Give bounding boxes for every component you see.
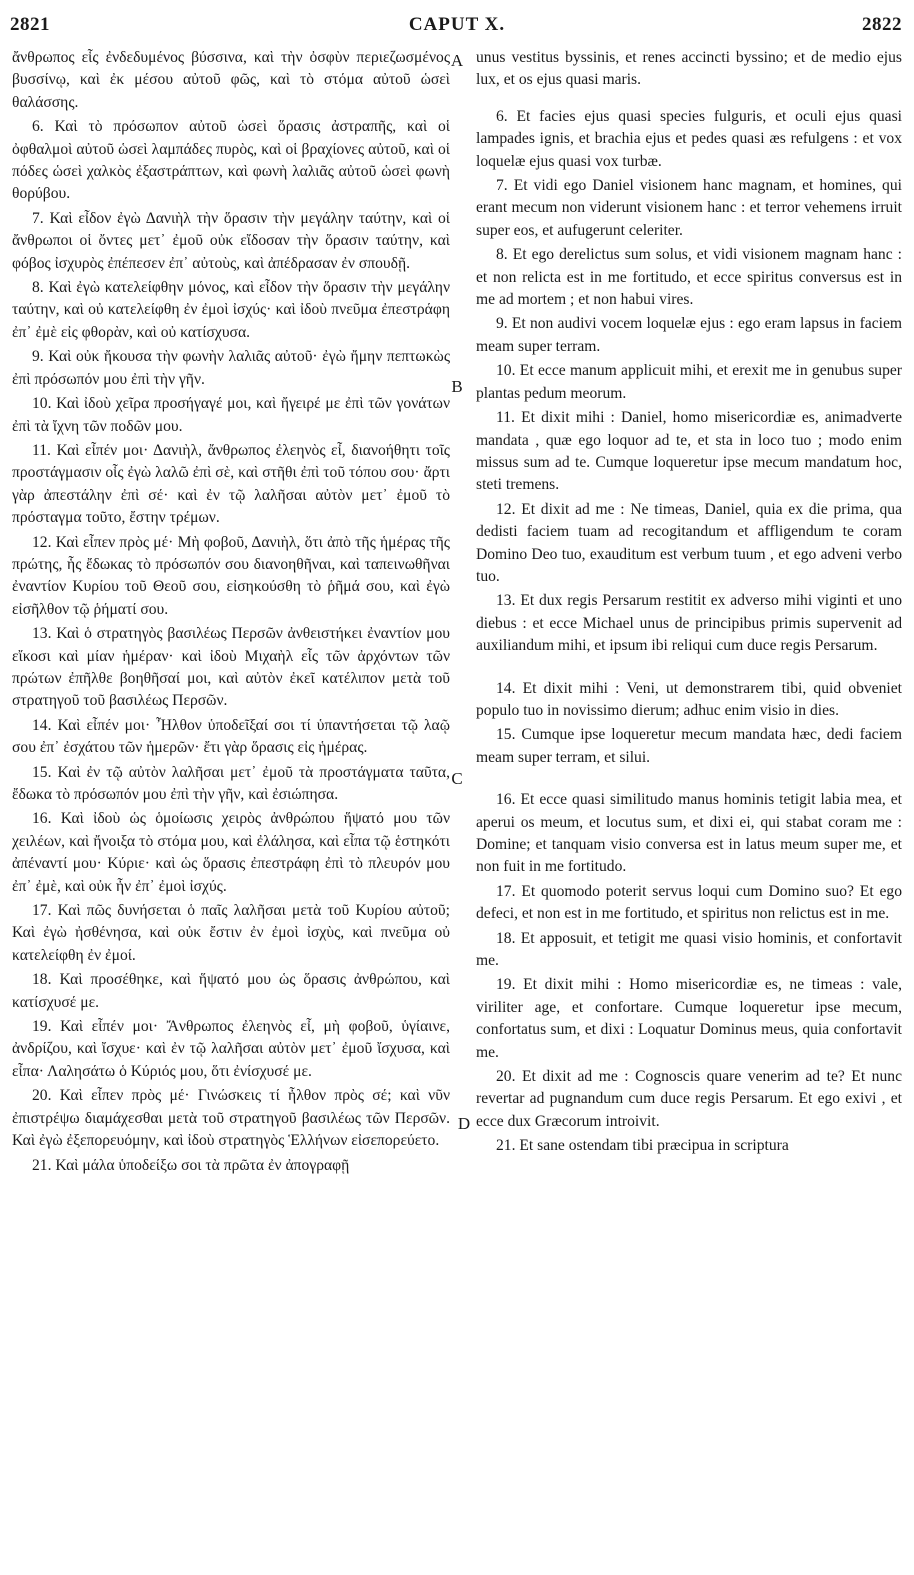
greek-verse-9: 9. Καὶ οὐκ ἤκουσα τὴν φωνὴν λαλιᾶς αὐτοῦ· ἐγὼ ἤμην πεπτωκὼς ἐπὶ πρόσωπόν μου ἐπὶ τὴν γῆν.	[12, 348, 450, 388]
running-title: CAPUT X.	[408, 14, 506, 35]
greek-verse-7: 7. Καὶ εἶδον ἐγὼ Δανιὴλ τὴν ὅρασιν τὴν μεγάλην ταύτην, καὶ οἱ ἄνθρωποι οἱ ὄντες μετ᾽ ἐμοῦ οὐκ εἴδοσαν τὴν ὅρασιν ταύτην, καὶ φόβος ἰσχυρὸς ἐπέπεσεν ἐπ᾽ αὐτοὺς, καὶ ἀπέδρασαν ἐν σπουδῇ.	[12, 209, 450, 272]
greek-verse-10: 10. Καὶ ἰδοὺ χεῖρα προσήγαγέ μοι, καὶ ἤγειρέ με ἐπὶ τῶν γονάτων ἐπὶ τὰ ἴχνη τῶν ποδῶν μου.	[12, 395, 450, 435]
latin-verse-7: 7. Et vidi ego Daniel visionem hanc magnam, et homines, qui erant mecum non viderunt visionem hanc : et terror vehemens irruit super eos, et aufugerunt celeriter.	[476, 177, 902, 239]
page-number-right: 2822	[862, 14, 902, 35]
greek-verse-19: 19. Καὶ εἶπέν μοι· Ἄνθρωπος ἐλεηνὸς εἶ, μὴ φοβοῦ, ὑγίαινε, ἀνδρίζου, καὶ ἴσχυε· καὶ ἐν τῷ λαλῆσαι αὐτὸν μετ᾽ ἐμοῦ ἴσχυσα, καὶ εἶπα· Λαλησάτω ὁ Κύριός μου, ὅτι ἐνίσχυσέ με.	[12, 1018, 450, 1080]
latin-verse-12: 12. Et dixit ad me : Ne timeas, Daniel, quia ex die prima, qua dedisti faciem tuam ad recogitandum et affligendum te coram Domino Deo tuo, exauditum est verbum tuum , et ego adveni verbo tuo.	[476, 500, 902, 585]
latin-verse-19: 19. Et dixit mihi : Homo misericordiæ es, ne timeas : vale, viriliter age, et confortare. Cumque loqueretur ipse mecum, confortatus sum, et dixi : Loquatur Dominus meus, quia confortavit me.	[476, 976, 902, 1061]
latin-verse-15: 15. Cumque ipse loqueretur mecum mandata hæc, dedi faciem meam super terram, et silui.	[476, 726, 902, 766]
latin-verse-13: 13. Et dux regis Persarum restitit ex adverso mihi viginti et uno diebus : et ecce Michael unus de principibus primis supervenit ad auxiliandum mihi, et ipsum ibi reliqui cum duce regis Persarum.	[476, 592, 902, 655]
greek-verse-21: 21. Καὶ μάλα ὑποδείξω σοι τὰ πρῶτα ἐν ἀπογραφῇ	[32, 1156, 350, 1174]
latin-column	[476, 47, 902, 1160]
latin-verse-9: 9. Et non audivi vocem loquelæ ejus : ego eram lapsus in faciem meam super terram.	[476, 315, 902, 355]
latin-verse-14: 14. Et dixit mihi : Veni, ut demonstrarem tibi, quid obveniet populo tuo in novissimo dierum; adhuc enim visio in dies.	[476, 679, 902, 719]
latin-verse-17: 17. Et quomodo poterit servus loqui cum Domino suo? Et ego defeci, et non est in me fortitudo, et spiritus non relictus est in me.	[476, 882, 902, 923]
latin-verse-18: 18. Et apposuit, et tetigit me quasi visio hominis, et confortavit me.	[476, 929, 902, 970]
greek-verse-5: ἄνθρωπος εἷς ἐνδεδυμένος βύσσινα, καὶ τὴν ὀσφὺν περιεζωσμένος βυσσίνῳ, καὶ ἐκ μέσου αὐτοῦ φῶς, καὶ τὸ στόμα αὐτοῦ ὡσεὶ θαλάσσης.	[12, 49, 450, 111]
greek-verse-20: 20. Καὶ εἶπεν πρὸς μέ· Γινώσκεις τί ἦλθον πρὸς σέ; καὶ νῦν ἐπιστρέψω διαμάχεσθαι μετὰ τοῦ στρατηγοῦ βασιλέως τῶν Περσῶν. Καὶ ἐγὼ ἐξεπορευόμην, καὶ ἰδοὺ στρατηγὸς Ἑλλήνων εἰσεπορεύετο.	[12, 1087, 450, 1150]
greek-verse-18: 18. Καὶ προσέθηκε, καὶ ἥψατό μου ὡς ὅρασις ἀνθρώπου, καὶ κατίσχυσέ με.	[12, 971, 450, 1011]
greek-verse-8: 8. Καὶ ἐγὼ κατελείφθην μόνος, καὶ εἶδον τὴν ὅρασιν τὴν μεγάλην ταύτην, καὶ οὐ κατελείφθη ἐν ἐμοὶ ἰσχύς· καὶ ἰδοὺ πνεῦμα ἐπεστράφη ἐπ᾽ ἐμὲ εἰς φθορὰν, καὶ οὐ κατίσχυσα.	[12, 279, 450, 341]
latin-verse-6: 6. Et facies ejus quasi species fulguris, et oculi ejus quasi lampades ignis, et brachia ejus et pedes quasi æs refulgens : et vox loquelæ ejus quasi vox turbæ.	[476, 107, 902, 170]
greek-verse-13: 13. Καὶ ὁ στρατηγὸς βασιλέως Περσῶν ἀνθειστήκει ἐναντίον μου εἴκοσι καὶ μίαν ἡμέραν· καὶ ἰδοὺ Μιχαὴλ εἷς τῶν ἀρχόντων τῶν πρώτων ἐπῆλθε βοηθῆσαί μοι, καὶ αὐτὸν ἐκεῖ κατέλιπον μετὰ τοῦ στρατηγοῦ τοῦ βασιλέως Περσῶν.	[12, 625, 450, 710]
latin-verse-16: 16. Et ecce quasi similitudo manus hominis tetigit labia mea, et aperui os meum, et locutus sum, et dixi ei, qui stabat coram me : Domine; et tanquam visio conversa est in latus meum super me, et non fuit in me fortitudo.	[476, 791, 902, 876]
latin-verse-20: 20. Et dixit ad me : Cognoscis quare venerim ad te? Et nunc revertar ad pugnandum cum duce regis Persarum. Et ego exivi , et ecce dux Græcorum introivit.	[476, 1068, 902, 1130]
section-marker-b: B	[451, 377, 463, 396]
page-header	[0, 6, 914, 40]
greek-verse-14: 14. Καὶ εἶπέν μοι· Ἦλθον ὑποδεῖξαί σοι τί ὑπαντήσεται τῷ λαῷ σου ἐπ᾽ ἐσχάτου τῶν ἡμερῶν· ἔτι γὰρ ὅρασις εἰς ἡμέρας.	[12, 716, 450, 757]
greek-verse-15: 15. Καὶ ἐν τῷ αὐτὸν λαλῆσαι μετ᾽ ἐμοῦ τὰ προστάγματα ταῦτα, ἔδωκα τὸ πρόσωπόν μου ἐπὶ τὴν γῆν, καὶ ἐσιώπησα.	[12, 763, 450, 803]
greek-verse-12: 12. Καὶ εἶπεν πρὸς μέ· Μὴ φοβοῦ, Δανιὴλ, ὅτι ἀπὸ τῆς ἡμέρας τῆς πρώτης, ἧς ἔδωκας τὸ πρόσωπόν σου διανοηθῆναι, καὶ ταπεινωθῆναι ἐναντίον Κυρίου τοῦ Θεοῦ σου, εἰσηκούσθη τὸ ῥῆμά σου, καὶ ἐγὼ εἰσῆλθον τῷ ῥήματί σου.	[12, 533, 450, 618]
section-marker-c: C	[451, 769, 463, 788]
greek-column	[12, 47, 450, 1179]
greek-verse-11: 11. Καὶ εἶπέν μοι· Δανιὴλ, ἄνθρωπος ἐλεηνὸς εἶ, διανοήθητι τοῖς προστάγμασιν οἷς ἐγὼ λαλῶ ἐπὶ σὲ, καὶ στῆθι ἐπὶ τοῦ τόπου σου· ἄρτι γὰρ ἀπεστάλην ἐπὶ σέ· καὶ ἐν τῷ λαλῆσαι αὐτὸν μετ᾽ ἐμοῦ τὸ πρόσταγμα τοῦτο, ἔστην τρέμων.	[12, 441, 450, 527]
latin-verse-21: 21. Et sane ostendam tibi præcipua in scriptura	[496, 1137, 789, 1155]
greek-verse-6: 6. Καὶ τὸ πρόσωπον αὐτοῦ ὡσεὶ ὅρασις ἀστραπῆς, καὶ οἱ ὀφθαλμοὶ αὐτοῦ ὡσεὶ λαμπάδες πυρὸς, καὶ οἱ βραχίονες αὐτοῦ, καὶ οἱ πόδες ὡσεὶ χαλκὸς ἐξαστράπτων, καὶ φωνὴ λαλιᾶς αὐτοῦ ὡσεὶ φωνὴ θορύβου.	[12, 118, 450, 203]
latin-verse-10: 10. Et ecce manum applicuit mihi, et erexit me in genubus super plantas pedum meorum.	[476, 362, 902, 402]
section-marker-d: D	[457, 1114, 471, 1133]
greek-verse-16: 16. Καὶ ἰδοὺ ὡς ὁμοίωσις χειρὸς ἀνθρώπου ἥψατό μου τῶν χειλέων, καὶ ἤνοιξα τὸ στόμα μου, καὶ ἐλάλησα, καὶ εἶπα τῷ ἑστηκότι ἀπέναντί μου· Κύριε· καὶ ὡς ὅρασις ἐπεστράφη ἐπὶ τὸ πλευρόν μου ἐπ᾽ ἐμὲ, καὶ οὐκ ἦν ἐπ᾽ ἐμοὶ ἰσχύς.	[12, 810, 450, 895]
latin-verse-8: 8. Et ego derelictus sum solus, et vidi visionem magnam hanc : et non relicta est in me fortitudo, et ecce spiritus conversus est in me ad mortem ; et non habui vires.	[476, 246, 902, 309]
greek-verse-17: 17. Καὶ πῶς δυνήσεται ὁ παῖς λαλῆσαι μετὰ τοῦ Κυρίου αὐτοῦ; Καὶ ἐγὼ ἠσθένησα, καὶ οὐκ ἔστιν ἐν ἐμοὶ ἰσχὺς, καὶ πνεῦμα οὐ κατελείφθη ἐν ἐμοί.	[12, 902, 450, 964]
latin-verse-11: 11. Et dixit mihi : Daniel, homo misericordiæ es, animadverte mandata , quæ ego loquor ad te, et sta in loco tuo ; modo enim missus sum ad te. Cumque loqueretur ipse mecum mandatum hoc, steti tremens.	[476, 409, 902, 494]
section-marker-a: A	[450, 51, 464, 70]
latin-verse-5: unus vestitus byssinis, et renes accincti byssino; et de medio ejus lux, et os ejus quasi maris.	[476, 49, 902, 89]
page-number-left: 2821	[10, 14, 50, 35]
